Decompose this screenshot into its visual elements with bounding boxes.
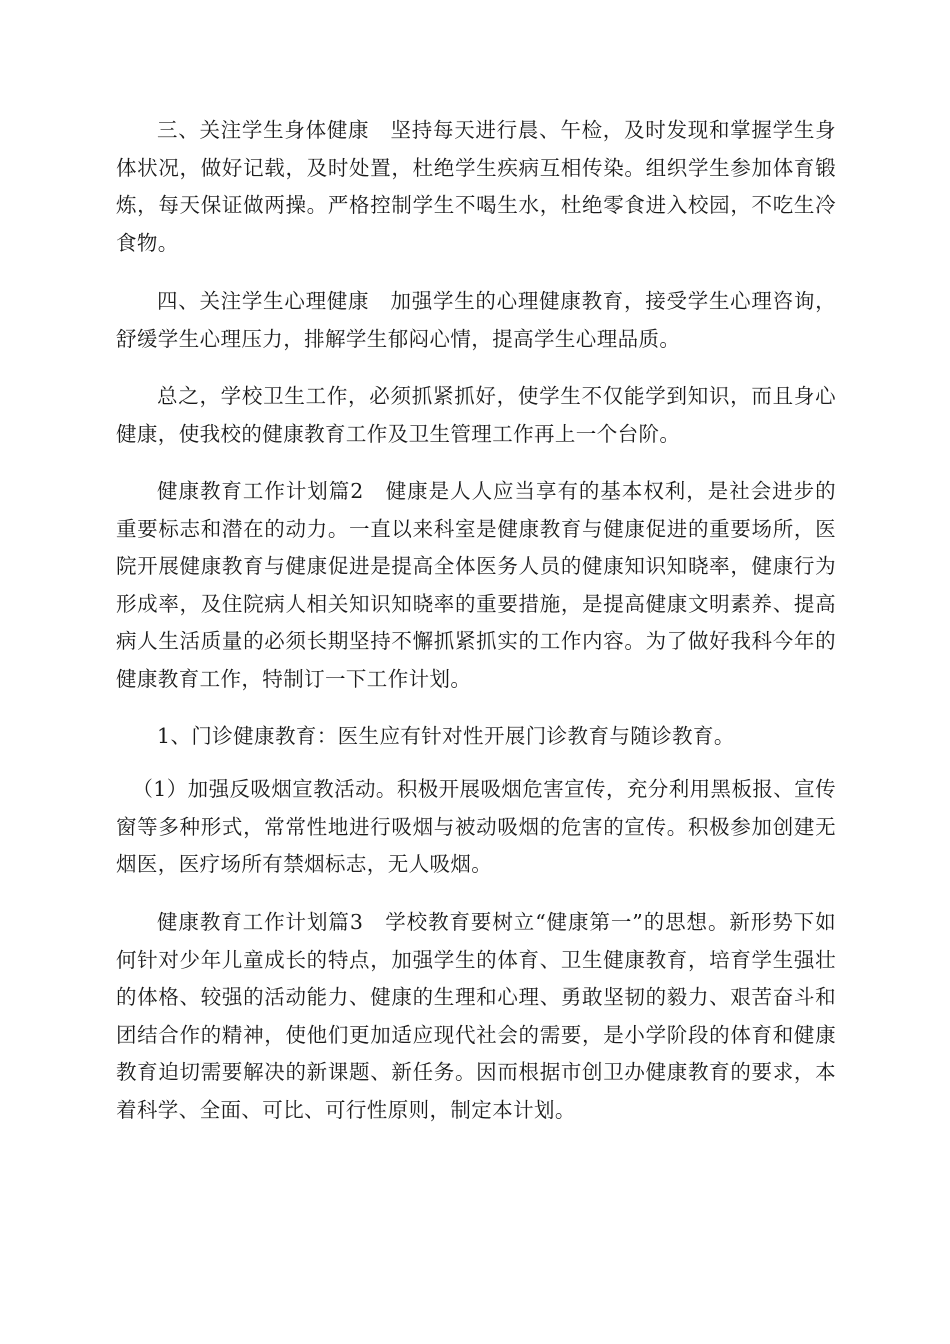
paragraph-plan-3: 健康教育工作计划篇3 学校教育要树立“健康第一”的思想。新形势下如何针对少年儿童成长的特点，加强学生的体育、卫生健康教育，培育学生强壮的体格、较强的活动能力、健康的生理和心理、勇敢坚韧的毅力、艰苦奋斗和团结合作的精神，使他们更加适应现代社会的需要，是小学阶段的体育和健康教育迫切需要解决的新课题、新任务。因而根据市创卫办健康教育的要求，本着科学、全面、可比、可行性原则，制定本计划。 xyxy=(116,910,836,1122)
paragraph-outpatient-education: 1、门诊健康教育：医生应有针对性开展门诊教育与随诊教育。 xyxy=(157,724,735,748)
paragraph-plan-2: 健康教育工作计划篇2 健康是人人应当享有的基本权利，是社会进步的重要标志和潜在的动力。一直以来科室是健康教育与健康促进的重要场所，医院开展健康教育与健康促进是提高全体医务人员的健康知识知晓率，健康行为形成率，及住院病人相关知识知晓率的重要措施，是提高健康文明素养、提高病人生活质量的必须长期坚持不懈抓紧抓实的工作内容。为了做好我科今年的健康教育工作，特制订一下工作计划。 xyxy=(116,479,836,691)
paragraph-anti-smoking: （1）加强反吸烟宣教活动。积极开展吸烟危害宣传，充分利用黑板报、宣传窗等多种形式，常常性地进行吸烟与被动吸烟的危害的宣传。积极参加创建无烟医，医疗场所有禁烟标志，无人吸烟。 xyxy=(116,777,836,876)
paragraph-physical-health: 三、关注学生身体健康 坚持每天进行晨、午检，及时发现和掌握学生身体状况，做好记载，及时处置，杜绝学生疾病互相传染。组织学生参加体育锻炼，每天保证做两操。严格控制学生不喝生水，杜绝零食进入校园，不吃生冷食物。 xyxy=(116,118,836,255)
paragraph-mental-health: 四、关注学生心理健康 加强学生的心理健康教育，接受学生心理咨询，舒缓学生心理压力，排解学生郁闷心情，提高学生心理品质。 xyxy=(116,289,836,351)
paragraph-summary: 总之，学校卫生工作，必须抓紧抓好，使学生不仅能学到知识，而且身心健康，使我校的健康教育工作及卫生管理工作再上一个台阶。 xyxy=(116,384,836,446)
